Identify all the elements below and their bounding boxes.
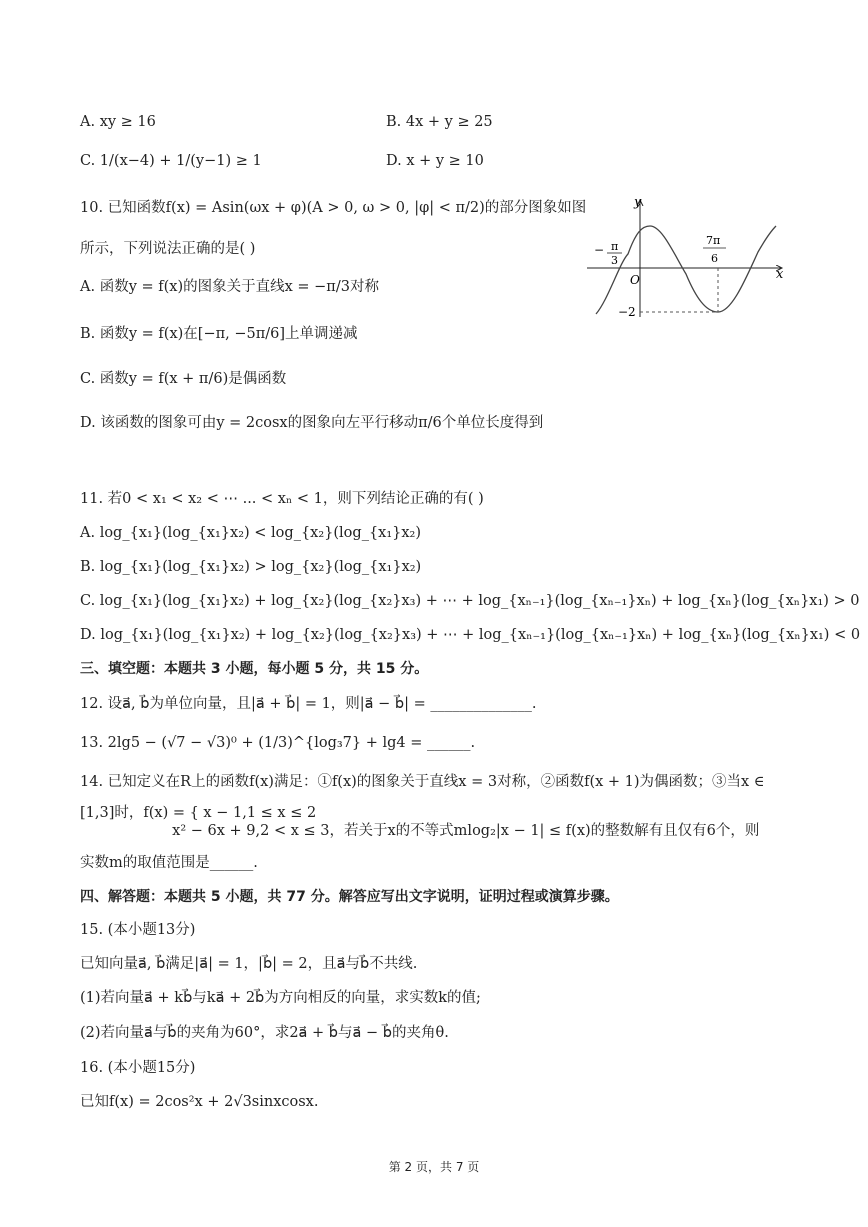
q10-option-a: A. 函数y = f(x)的图象关于直线x = −π/3对称	[80, 279, 379, 295]
sine-graph-figure	[582, 192, 792, 322]
q14-line1: 14. 已知定义在R上的函数f(x)满足：①f(x)的图象关于直线x = 3对称，②函数f(x + 1)为偶函数；③当x ∈	[80, 774, 765, 790]
q11-option-b: B. log_{x₁}(log_{x₁}x₂) > log_{x₂}(log_{x₁}x₂)	[80, 559, 422, 575]
q11-option-c: C. log_{x₁}(log_{x₁}x₂) + log_{x₂}(log_{x₂}x₃) + ⋯ + log_{xₙ₋₁}(log_{xₙ₋₁}xₙ) + log_{xₙ}(log_{xₙ}x₁) > 0	[80, 593, 860, 609]
q11-stem: 11. 若0 < x₁ < x₂ < ⋯ ... < xₙ < 1，则下列结论正确的有( )	[80, 491, 484, 507]
q10-option-d: D. 该函数的图象可由y = 2cosx的图象向左平行移动π/6个单位长度得到	[80, 415, 544, 431]
q14-line2b: x² − 6x + 9,2 < x ≤ 3，若关于x的不等式mlog₂|x − 1| ≤ f(x)的整数解有且仅有6个，则	[80, 823, 760, 839]
q10-stem-line1: 10. 已知函数f(x) = Asin(ωx + φ)(A > 0, ω > 0, |φ| < π/2)的部分图象如图	[80, 200, 587, 216]
section4-title: 四、解答题：本题共 5 小题，共 77 分。解答应写出文字说明，证明过程或演算步骤。	[80, 889, 619, 905]
page-footer: 第 2 页，共 7 页	[388, 1160, 480, 1174]
q10-option-c: C. 函数y = f(x + π/6)是偶函数	[80, 371, 287, 387]
q14-line2a: [1,3]时，f(x) = { x − 1,1 ≤ x ≤ 2	[80, 805, 317, 821]
q11-option-d: D. log_{x₁}(log_{x₁}x₂) + log_{x₂}(log_{x₂}x₃) + ⋯ + log_{xₙ₋₁}(log_{xₙ₋₁}xₙ) + log_{xₙ}(log_{xₙ}x₁) < 0	[80, 627, 861, 643]
q9-option-d: D. x + y ≥ 10	[386, 153, 484, 169]
x-axis-label: x	[776, 267, 784, 282]
q14-line3: 实数m的取值范围是______.	[80, 855, 258, 871]
neg-pi3-den: 3	[611, 254, 618, 267]
q9-option-b: B. 4x + y ≥ 25	[386, 114, 493, 130]
q10-option-b: B. 函数y = f(x)在[−π, −5π/6]上单调递减	[80, 326, 358, 342]
seven-pi6-den: 6	[711, 252, 718, 265]
q15-stem: 已知向量a⃗, b⃗满足|a⃗| = 1，|b⃗| = 2，且a⃗与b⃗不共线.	[80, 956, 418, 972]
q15-part1: (1)若向量a⃗ + kb⃗与ka⃗ + 2b⃗为方向相反的向量，求实数k的值;	[80, 990, 481, 1006]
q15-header: 15. (本小题13分)	[80, 922, 196, 938]
q16-stem: 已知f(x) = 2cos²x + 2√3sinxcosx.	[80, 1094, 319, 1110]
q10-stem-line2: 所示，下列说法正确的是( )	[80, 241, 256, 257]
neg-pi3-num: π	[611, 240, 619, 253]
sine-curve	[596, 226, 776, 314]
q9-option-c: C. 1/(x−4) + 1/(y−1) ≥ 1	[80, 153, 262, 169]
q9-option-a: A. xy ≥ 16	[80, 114, 156, 130]
q11-option-a: A. log_{x₁}(log_{x₁}x₂) < log_{x₂}(log_{x₁}x₂)	[80, 525, 422, 541]
section3-title: 三、填空题：本题共 3 小题，每小题 5 分，共 15 分。	[80, 661, 429, 677]
q15-part2: (2)若向量a⃗与b⃗的夹角为60°，求2a⃗ + b⃗与a⃗ − b⃗的夹角θ.	[80, 1025, 449, 1041]
q13: 13. 2lg5 − (√7 − √3)⁰ + (1/3)^{log₃7} + lg4 = ______.	[80, 735, 476, 751]
min-value-label: −2	[618, 305, 636, 319]
q16-header: 16. (本小题15分)	[80, 1060, 196, 1076]
neg-sign-label: −	[594, 243, 605, 257]
origin-label: O	[630, 273, 640, 287]
q12: 12. 设a⃗, b⃗为单位向量，且|a⃗ + b⃗| = 1，则|a⃗ − b⃗| = ______________.	[80, 696, 537, 712]
seven-pi6-num: 7π	[706, 234, 721, 247]
y-axis-label: y	[634, 195, 642, 210]
